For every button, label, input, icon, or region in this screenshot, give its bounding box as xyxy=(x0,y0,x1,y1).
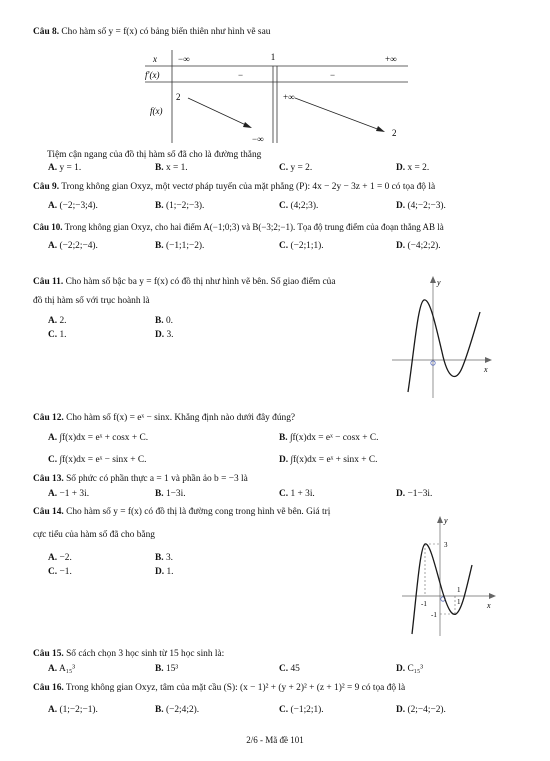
q16-option-b[interactable]: B. (−2;4;2). xyxy=(155,705,200,715)
q15-option-b[interactable]: B. 15³ xyxy=(155,664,179,674)
q11-option-c[interactable]: C. 1. xyxy=(48,330,67,340)
cubic-curve xyxy=(408,300,480,392)
q10-option-d[interactable]: D. (−4;2;2). xyxy=(396,241,441,251)
q14-graph xyxy=(398,510,503,640)
x-pos-inf: +∞ xyxy=(385,54,397,64)
x-axis-label: x xyxy=(484,365,488,374)
q9-option-d[interactable]: D. (4;−2;−3). xyxy=(396,201,446,211)
question-8: Câu 8. Cho hàm số y = f(x) có bảng biến thiên như hình vẽ sau xyxy=(33,27,271,37)
f-label: f(x) xyxy=(150,106,163,116)
q12-option-b[interactable]: B. ∫f(x)dx = eˣ − cosx + C. xyxy=(279,433,379,443)
q16-option-a[interactable]: A. (1;−2;−1). xyxy=(48,705,98,715)
q10-option-b[interactable]: B. (−1;1;−2). xyxy=(155,241,205,251)
fprime-sign-left: − xyxy=(238,70,244,80)
q16-option-d[interactable]: D. (2;−4;−2). xyxy=(396,705,446,715)
y-axis-label: y xyxy=(444,516,448,525)
y-tick-minus-1: -1 xyxy=(431,611,437,619)
f-val-pos-inf: +∞ xyxy=(283,92,295,102)
y-axis-label: y xyxy=(437,278,441,287)
question-16: Câu 16. Trong không gian Oxyz, tâm của mặt cầu (S): (x − 1)² + (y + 2)² + (z + 1)² = 9 có tọa độ là xyxy=(33,683,406,693)
question-11-line2: đồ thị hàm số với trục hoành là xyxy=(33,296,150,306)
q8-option-d[interactable]: D. x = 2. xyxy=(396,163,430,173)
q9-option-a[interactable]: A. (−2;−3;4). xyxy=(48,201,98,211)
y-tick-1: 1 xyxy=(457,586,461,594)
q13-option-b[interactable]: B. 1−3i. xyxy=(155,489,186,499)
variation-table xyxy=(140,50,410,145)
question-9: Câu 9. Trong không gian Oxyz, một vectơ pháp tuyến của mặt phẳng (P): 4x − 2y − 3z + 1 = 0 có tọa độ là xyxy=(33,182,436,192)
q12-option-a[interactable]: A. ∫f(x)dx = eˣ + cosx + C. xyxy=(48,433,149,443)
question-11: Câu 11. Cho hàm số bậc ba y = f(x) có đồ thị như hình vẽ bên. Số giao điểm của xyxy=(33,277,336,287)
q9-option-b[interactable]: B. (1;−2;−3). xyxy=(155,201,205,211)
q8-option-c[interactable]: C. y = 2. xyxy=(279,163,313,173)
q11-option-d[interactable]: D. 3. xyxy=(155,330,174,340)
f-val-neg-inf: −∞ xyxy=(252,134,264,144)
y-tick-3: 3 xyxy=(444,541,448,549)
q15-option-c[interactable]: C. 45 xyxy=(279,664,300,674)
q15-option-d[interactable]: D. C₁₅³ xyxy=(396,664,424,674)
q14-option-d[interactable]: D. 1. xyxy=(155,567,174,577)
q11-graph xyxy=(388,272,498,402)
q14-option-a[interactable]: A. −2. xyxy=(48,553,72,563)
q13-option-c[interactable]: C. 1 + 3i. xyxy=(279,489,315,499)
q10-option-a[interactable]: A. (−2;2;−4). xyxy=(48,241,98,251)
fprime-sign-right: − xyxy=(330,70,336,80)
f-val-2-left: 2 xyxy=(176,92,181,102)
q12-option-c[interactable]: C. ∫f(x)dx = eˣ − sinx + C. xyxy=(48,455,147,465)
q9-option-c[interactable]: C. (4;2;3). xyxy=(279,201,319,211)
q13-option-d[interactable]: D. −1−3i. xyxy=(396,489,433,499)
q8-option-b[interactable]: B. x = 1. xyxy=(155,163,188,173)
q10-option-c[interactable]: C. (−2;1;1). xyxy=(279,241,324,251)
q14-option-c[interactable]: C. −1. xyxy=(48,567,72,577)
q8-option-a[interactable]: A. y = 1. xyxy=(48,163,82,173)
cubic-curve xyxy=(412,544,472,634)
question-14: Câu 14. Cho hàm số y = f(x) có đồ thị là đường cong trong hình vẽ bên. Giá trị xyxy=(33,507,331,517)
question-10: Câu 10. Trong không gian Oxyz, cho hai điểm A(−1;0;3) và B(−3;2;−1). Tọa độ trung điểm của đoạn thẳng AB là xyxy=(33,222,444,232)
q11-option-b[interactable]: B. 0. xyxy=(155,316,173,326)
question-12: Câu 12. Cho hàm số f(x) = eˣ − sinx. Khẳng định nào dưới đây đúng? xyxy=(33,413,296,423)
page-footer: 2/6 - Mã đề 101 xyxy=(246,735,304,745)
q16-option-c[interactable]: C. (−1;2;1). xyxy=(279,705,324,715)
question-14-line2: cực tiểu của hàm số đã cho bằng xyxy=(33,530,155,540)
x-neg-inf: −∞ xyxy=(178,54,190,64)
arrow-decreasing-left xyxy=(188,98,248,126)
x-label: x xyxy=(153,54,157,64)
q14-option-b[interactable]: B. 3. xyxy=(155,553,173,563)
fprime-label: f′(x) xyxy=(145,70,160,80)
question-15: Câu 15. Số cách chọn 3 học sinh từ 15 học sinh là: xyxy=(33,649,225,659)
question-13: Câu 13. Số phức có phần thực a = 1 và phần ảo b = −3 là xyxy=(33,474,248,484)
q15-option-a[interactable]: A. A₁₅³ xyxy=(48,664,76,674)
q11-option-a[interactable]: A. 2. xyxy=(48,316,67,326)
f-val-2-right: 2 xyxy=(392,128,397,138)
x-tick-minus-1: -1 xyxy=(421,600,427,608)
x-axis-label: x xyxy=(487,601,491,610)
question-8-prompt: Tiệm cận ngang của đồ thị hàm số đã cho là đường thẳng xyxy=(47,150,262,160)
q13-option-a[interactable]: A. −1 + 3i. xyxy=(48,489,90,499)
x-one: 1 xyxy=(270,52,276,62)
x-tick-1: 1 xyxy=(457,598,461,606)
arrow-decreasing-right xyxy=(295,98,380,130)
q12-option-d[interactable]: D. ∫f(x)dx = eˣ + sinx + C. xyxy=(279,455,378,465)
